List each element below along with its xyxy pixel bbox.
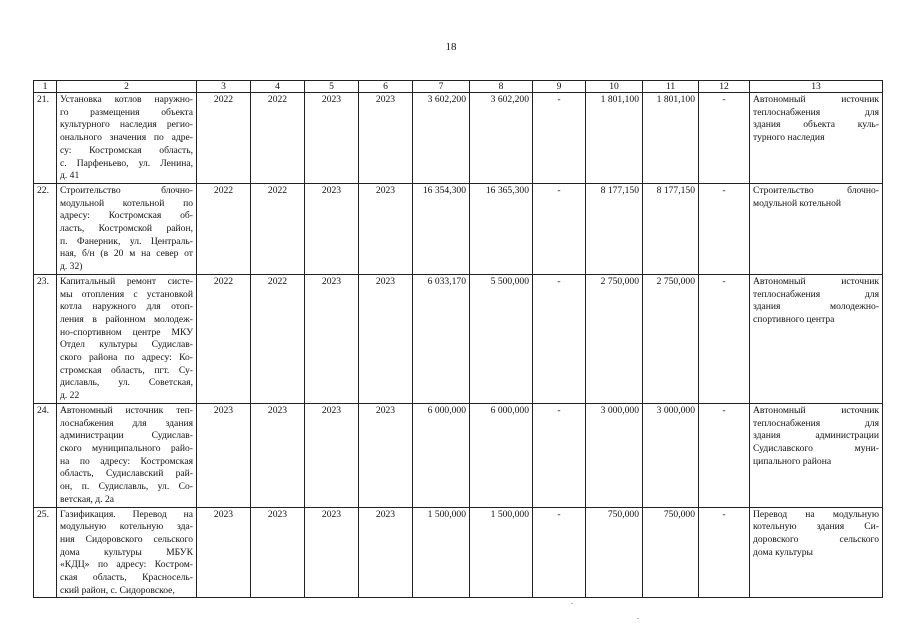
result-line: здания администрации [753,430,879,442]
result-line: ципального района [753,455,832,467]
year-cell: 2023 [305,93,359,184]
year-cell: 2022 [251,183,305,274]
year-cell: 2023 [197,507,251,598]
measure-name-line: диславль, ул. Советская, [60,377,193,389]
table-row [34,403,883,507]
result-line: теплоснабжения для [753,417,879,429]
measure-name-line: ский район, с. Сидоровское, [60,584,175,596]
measure-name-cell [57,274,197,403]
result-line: модульной котельной [753,197,841,209]
measure-name-line: ная, б/н (в 20 м на север от [60,248,193,260]
column-number-row [34,81,883,93]
column-number-cell: 1 [34,81,57,93]
year-cell: 2023 [251,507,305,598]
year-cell: 2023 [197,403,251,507]
measure-name-cell [57,183,197,274]
measure-name-line: с. Парфеньево, ул. Ленина, [60,157,193,169]
column-number-cell: 8 [470,81,533,93]
result-line: турного наследия [753,132,825,144]
result-cell [750,507,883,598]
result-line: котельную здания Си- [753,521,879,533]
measure-name-line: котла наружного для отоп- [60,301,193,313]
year-cell: 2022 [197,183,251,274]
measure-name-line: Газификация. Перевод на [60,508,193,520]
amount-cell: 1 801,100 [643,93,699,184]
column-number-cell: 13 [750,81,883,93]
measure-name-line: су: Костромская область, [60,144,193,156]
year-cell: 2023 [305,507,359,598]
amount-cell: 2 750,000 [643,274,699,403]
dash-cell: - [699,93,750,184]
year-cell: 2023 [359,93,413,184]
result-line: здания объекта куль- [753,119,879,131]
measure-name-line: ская область, Красносель- [60,572,193,584]
result-line: теплоснабжения для [753,288,879,300]
amount-cell: 8 177,150 [586,183,643,274]
measure-name-line: ского района по адресу: Ко- [60,352,193,364]
measure-name-line: модульную котельную зда- [60,521,193,533]
column-number-cell: 2 [57,81,197,93]
measure-name-line: Автономный источник теп- [60,404,193,416]
measure-name-line: д. 32) [60,261,83,273]
amount-cell: 6 000,000 [470,403,533,507]
column-number-cell: 6 [359,81,413,93]
result-cell [750,274,883,403]
dash-cell: - [699,507,750,598]
measure-name-line: ского муниципального райо- [60,442,193,454]
measure-name-line: д. 41 [60,170,80,182]
result-line: Судиславского муни- [753,442,879,454]
measure-name-line: дома культуры МБУК [60,546,193,558]
dash-cell: - [533,403,586,507]
result-line: спортивного центра [753,313,835,325]
row-number-cell: 23. [34,274,57,403]
measure-name-line: но-спортивном центре МКУ [60,326,193,338]
column-number-cell: 4 [251,81,305,93]
column-number-cell: 11 [643,81,699,93]
scan-artifact [571,603,573,604]
year-cell: 2022 [197,274,251,403]
result-line: Автономный источник [753,94,879,105]
measure-name-line: Отдел культуры Судислав- [60,339,193,351]
year-cell: 2022 [251,93,305,184]
measure-name-line: стромская область, пгт. Су- [60,364,193,376]
result-cell [750,403,883,507]
amount-cell: 16 365,300 [470,183,533,274]
measure-name-line: го размещения объекта [60,106,193,118]
dash-cell: - [699,183,750,274]
measure-name-line: «КДЦ» по адресу: Костром- [60,559,193,571]
amount-cell: 1 500,000 [413,507,470,598]
measure-name-line: п. Фанерник, ул. Централь- [60,235,193,247]
table-row [34,183,883,274]
measure-name-line: ветская, д. 2а [60,493,115,505]
measure-name-line: онального значения по адре- [60,132,193,144]
result-cell [750,93,883,184]
row-number-cell: 22. [34,183,57,274]
amount-cell: 1 801,100 [586,93,643,184]
year-cell: 2023 [251,403,305,507]
amount-cell: 1 500,000 [470,507,533,598]
amount-cell: 2 750,000 [586,274,643,403]
dash-cell: - [533,507,586,598]
amount-cell: 5 500,000 [470,274,533,403]
measure-name-line: культурного наследия регио- [60,119,193,131]
amount-cell: 750,000 [586,507,643,598]
table-row [34,274,883,403]
amount-cell: 16 354,300 [413,183,470,274]
measure-name-line: модульной котельной по [60,197,193,209]
year-cell: 2023 [359,274,413,403]
year-cell: 2023 [359,183,413,274]
measure-name-line: адресу: Костромская об- [60,210,193,222]
amount-cell: 750,000 [643,507,699,598]
column-number-cell: 3 [197,81,251,93]
amount-cell: 8 177,150 [643,183,699,274]
measure-name-line: д. 22 [60,390,80,402]
measure-name-line: администрации Судислав- [60,430,193,442]
measure-name-line: лоснабжения для здания [60,417,193,429]
year-cell: 2022 [197,93,251,184]
measure-name-cell [57,507,197,598]
dash-cell: - [533,274,586,403]
measure-name-line: Капитальный ремонт систе- [60,275,193,287]
data-table [33,80,883,598]
row-number-cell: 25. [34,507,57,598]
measure-name-line: Строительство блочно- [60,184,193,196]
column-number-cell: 5 [305,81,359,93]
result-line: Автономный источник [753,275,879,287]
amount-cell: 3 000,000 [586,403,643,507]
measure-name-line: ления в районном молодеж- [60,313,193,325]
year-cell: 2023 [359,507,413,598]
measure-name-line: область, Судиславский рай- [60,468,193,480]
row-number-cell: 21. [34,93,57,184]
column-number-cell: 12 [699,81,750,93]
dash-cell: - [699,403,750,507]
measure-name-line: на по адресу: Костромская [60,455,193,467]
row-number-cell: 24. [34,403,57,507]
result-line: здания молодежно- [753,301,879,313]
scan-artifact [637,618,639,619]
dash-cell: - [533,183,586,274]
measure-name-cell [57,403,197,507]
year-cell: 2022 [251,274,305,403]
amount-cell: 3 602,200 [470,93,533,184]
result-line: теплоснабжения для [753,106,879,118]
year-cell: 2023 [359,403,413,507]
measure-name-cell [57,93,197,184]
measure-name-line: он, п. Судиславль, ул. Со- [60,481,193,493]
result-cell [750,183,883,274]
table-row [34,93,883,184]
table-row [34,507,883,598]
measure-name-line: ласть, Костромской район, [60,223,193,235]
page-number: 18 [445,41,457,53]
year-cell: 2023 [305,403,359,507]
result-line: Перевод на модульную [753,508,879,520]
dash-cell: - [533,93,586,184]
year-cell: 2023 [305,274,359,403]
measure-name-line: мы отопления с установкой [60,288,193,300]
measure-name-line: Установка котлов наружно- [60,94,193,105]
amount-cell: 6 033,170 [413,274,470,403]
amount-cell: 3 000,000 [643,403,699,507]
result-line: дома культуры [753,546,813,558]
result-line: Строительство блочно- [753,184,879,196]
amount-cell: 3 602,200 [413,93,470,184]
measure-name-line: ния Сидоровского сельского [60,533,193,545]
dash-cell: - [699,274,750,403]
column-number-cell: 9 [533,81,586,93]
column-number-cell: 10 [586,81,643,93]
column-number-cell: 7 [413,81,470,93]
result-line: Автономный источник [753,404,879,416]
amount-cell: 6 000,000 [413,403,470,507]
result-line: доровского сельского [753,533,879,545]
year-cell: 2023 [305,183,359,274]
